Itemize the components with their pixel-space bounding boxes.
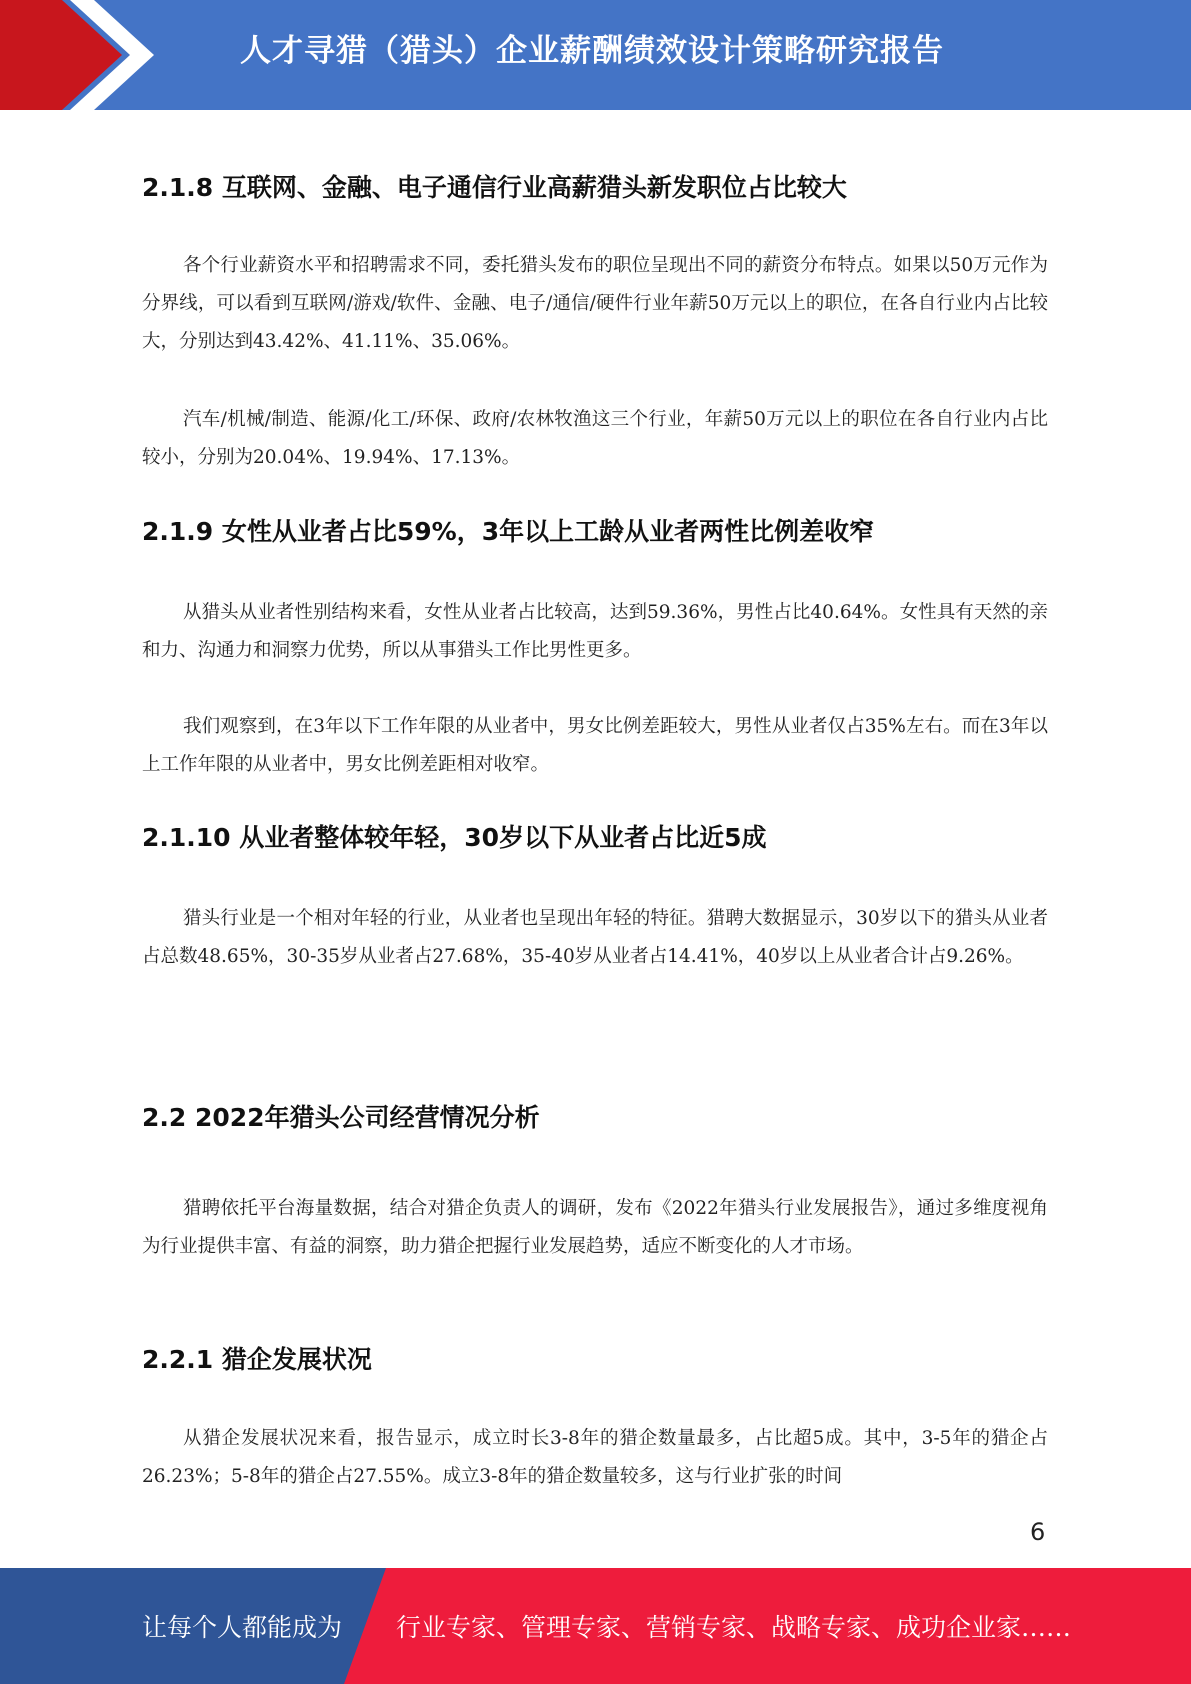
section-heading-2-1-9: 2.1.9 女性从业者占比59%，3年以上工龄从业者两性比例差收窄 <box>142 517 875 546</box>
paragraph: 猎聘依托平台海量数据，结合对猎企负责人的调研，发布《2022年猎头行业发展报告》，通过多维度视角为行业提供丰富、有益的洞察，助力猎企把握行业发展趋势，适应不断变化的人才市场。 <box>142 1198 1048 1257</box>
paragraph: 我们观察到，在3年以下工作年限的从业者中，男女比例差距较大，男性从业者仅占35%左右。而在3年以上工作年限的从业者中，男女比例差距相对收窄。 <box>142 716 1048 775</box>
paragraph: 汽车/机械/制造、能源/化工/环保、政府/农林牧渔这三个行业，年薪50万元以上的职位在各自行业内占比较小，分别为20.04%、19.94%、17.13%。 <box>142 409 1048 468</box>
footer-slogan-left: 让每个人都能成为 <box>142 1613 343 1642</box>
section-heading-2-2-1: 2.2.1 猎企发展状况 <box>142 1345 372 1374</box>
section-heading-2-1-10: 2.1.10 从业者整体较年轻，30岁以下从业者占比近5成 <box>142 823 767 852</box>
section-heading-2-1-8: 2.1.8 互联网、金融、电子通信行业高薪猎头新发职位占比较大 <box>142 173 847 202</box>
paragraph: 从猎头从业者性别结构来看，女性从业者占比较高，达到59.36%，男性占比40.64%。女性具有天然的亲和力、沟通力和洞察力优势，所以从事猎头工作比男性更多。 <box>142 602 1048 661</box>
paragraph: 从猎企发展状况来看，报告显示，成立时长3-8年的猎企数量最多，占比超5成。其中，3-5年的猎企占26.23%；5-8年的猎企占27.55%。成立3-8年的猎企数量较多，这与行业扩张的时间 <box>142 1428 1048 1487</box>
paragraph: 各个行业薪资水平和招聘需求不同，委托猎头发布的职位呈现出不同的薪资分布特点。如果以50万元作为分界线，可以看到互联网/游戏/软件、金融、电子/通信/硬件行业年薪50万元以上的职位，在各自行业内占比较大，分别达到43.42%、41.11%、35.06%。 <box>142 255 1048 352</box>
paragraph: 猎头行业是一个相对年轻的行业，从业者也呈现出年轻的特征。猎聘大数据显示，30岁以下的猎头从业者占总数48.65%，30-35岁从业者占27.68%，35-40岁从业者占14.41%，40岁以上从业者合计占9.26%。 <box>142 908 1048 967</box>
page-header <box>0 0 1191 110</box>
page-footer <box>0 1568 1191 1684</box>
section-heading-2-2: 2.2 2022年猎头公司经营情况分析 <box>142 1103 540 1132</box>
page-number: 6 <box>1030 1518 1046 1546</box>
report-title: 人才寻猎（猎头）企业薪酬绩效设计策略研究报告 <box>240 33 944 69</box>
footer-slogan-right: 行业专家、管理专家、营销专家、战略专家、成功企业家…… <box>396 1613 1072 1642</box>
